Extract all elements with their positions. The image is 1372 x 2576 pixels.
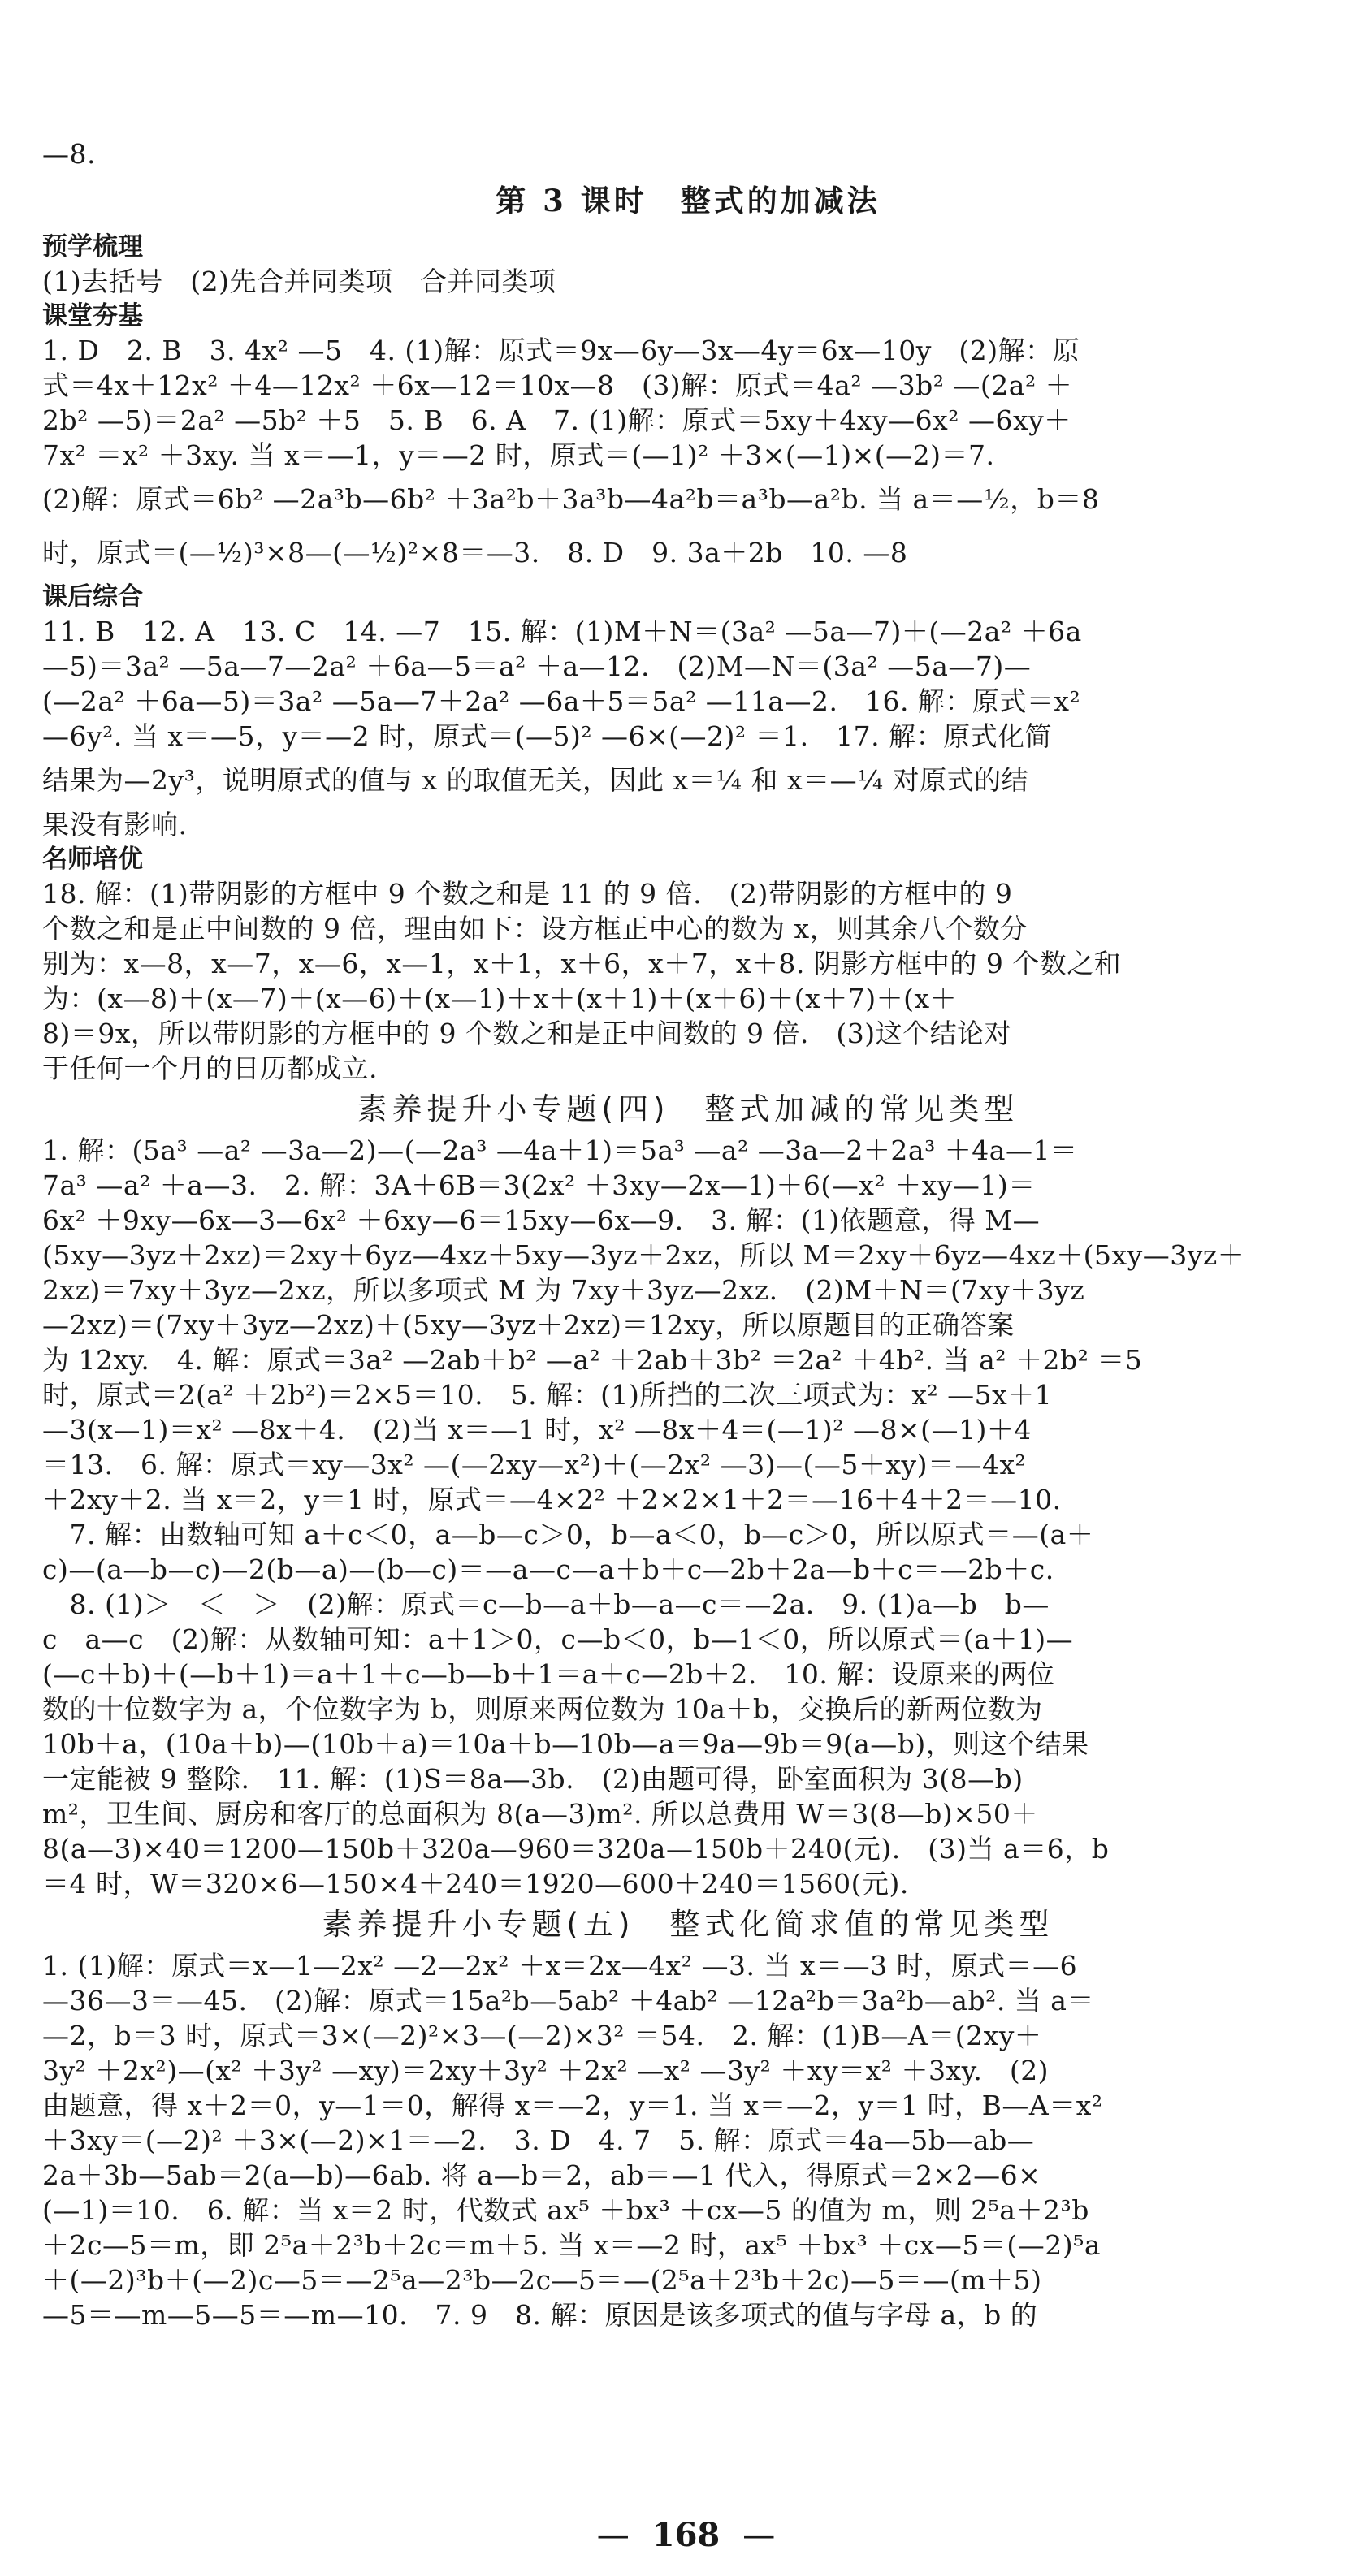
text-line: 为：(x—8)＋(x—7)＋(x—6)＋(x—1)＋x＋(x＋1)＋(x＋6)＋(x＋7)＋(x＋ xyxy=(42,983,958,1014)
text-line: 3y² ＋2x²)—(x² ＋3y² —xy)＝2xy＋3y² ＋2x² —x² —3y² ＋xy＝x² ＋3xy. (2) xyxy=(42,2055,1050,2086)
text-line: 7a³ —a² ＋a—3. 2. 解：3A＋6B＝3(2x² ＋3xy—2x—1)＋6(—x² ＋xy—1)＝ xyxy=(42,1169,1036,1201)
topic-title: 素养提升小专题(四) 整式加减的常见类型 xyxy=(357,1091,1019,1126)
text-line: ＋(—2)³b＋(—2)c—5＝—2⁵a—2³b—2c—5＝—(2⁵a＋2³b＋2c)—5＝—(m＋5) xyxy=(42,2264,1042,2296)
text-line: (5xy—3yz＋2xz)＝2xy＋6yz—4xz＋5xy—3yz＋2xz，所以 M＝2xy＋6yz—4xz＋(5xy—3yz＋ xyxy=(42,1239,1245,1271)
text-line: 10b＋a，(10a＋b)—(10b＋a)＝10a＋b—10b—a＝9a—9b＝9(a—b)，则这个结果 xyxy=(42,1728,1089,1760)
text-line: 2xz)＝7xy＋3yz—2xz，所以多项式 M 为 7xy＋3yz—2xz. (2)M＋N＝(7xy＋3yz xyxy=(42,1274,1085,1306)
text-line: 2b² —5)＝2a² —5b² ＋5 5. B 6. A 7. (1)解：原式＝5xy＋4xy—6x² —6xy＋ xyxy=(42,404,1071,436)
text-line: 6x² ＋9xy—6x—3—6x² ＋6xy—6＝15xy—6x—9. 3. 解：(1)依题意，得 M— xyxy=(42,1204,1041,1236)
text-line: ＋2xy＋2. 当 x＝2，y＝1 时，原式＝—4×2² ＋2×2×1＋2＝—16＋4＋2＝—10. xyxy=(42,1484,1062,1515)
text-line: 1. 解：(5a³ —a² —3a—2)—(—2a³ —4a＋1)＝5a³ —a² —3a—2＋2a³ ＋4a—1＝ xyxy=(42,1135,1078,1166)
text-line: —5)＝3a² —5a—7—2a² ＋6a—5＝a² ＋a—12. (2)M—N＝(3a² —5a—7)— xyxy=(42,650,1032,682)
section-heading: 课堂夯基 xyxy=(42,301,143,331)
text-line: (2)解：原式＝6b² —2a³b—6b² ＋3a²b＋3a³b—4a²b＝a³b—a²b. 当 a＝—½，b＝8 xyxy=(42,483,1100,515)
page-number: 168 xyxy=(651,2516,721,2554)
text-line: (1)去括号 (2)先合并同类项 合并同类项 xyxy=(42,266,556,297)
text-line: 于任何一个月的日历都成立. xyxy=(42,1052,378,1084)
text-line: —6y². 当 x＝—5，y＝—2 时，原式＝(—5)² —6×(—2)² ＝1. 17. 解：原式化简 xyxy=(42,720,1053,752)
text-line: —36—3＝—45. (2)解：原式＝15a²b—5ab² ＋4ab² —12a²b＝3a²b—ab². 当 a＝ xyxy=(42,1985,1094,2016)
text-line: 时，原式＝2(a² ＋2b²)＝2×5＝10. 5. 解：(1)所挡的二次三项式为：x² —5x＋1 xyxy=(42,1379,1053,1411)
page-footer xyxy=(0,2516,1372,2554)
section-heading: 名师培优 xyxy=(42,845,143,874)
text-line: 8)＝9x，所以带阴影的方框中的 9 个数之和是正中间数的 9 倍. (3)这个结论对 xyxy=(42,1018,1012,1049)
text-line: 18. 解：(1)带阴影的方框中 9 个数之和是 11 的 9 倍. (2)带阴影的方框中的 9 xyxy=(42,878,1013,910)
text-line: 数的十位数字为 a，个位数字为 b，则原来两位数为 10a＋b，交换后的新两位数为 xyxy=(42,1693,1043,1725)
text-line: 结果为—2y³，说明原式的值与 x 的取值无关，因此 x＝¼ 和 x＝—¼ 对原式的结 xyxy=(42,764,1029,796)
section-heading: 课后综合 xyxy=(42,582,143,612)
topic-title: 素养提升小专题(五) 整式化简求值的常见类型 xyxy=(322,1907,1054,1942)
section-heading: 预学梳理 xyxy=(42,232,143,261)
text-line: 1. D 2. B 3. 4x² —5 4. (1)解：原式＝9x—6y—3x—4y＝6x—10y (2)解：原 xyxy=(42,335,1080,366)
text-line: 别为：x—8，x—7，x—6，x—1，x＋1，x＋6，x＋7，x＋8. 阴影方框中的 9 个数之和 xyxy=(42,948,1122,979)
text-line: 1. (1)解：原式＝x—1—2x² —2—2x² ＋x＝2x—4x² —3. 当 x＝—3 时，原式＝—6 xyxy=(42,1950,1078,1982)
text-line: 果没有影响. xyxy=(42,809,188,841)
text-line: 式＝4x＋12x² ＋4—12x² ＋6x—12＝10x—8 (3)解：原式＝4a² —3b² —(2a² ＋ xyxy=(42,370,1073,401)
text-line: ＋2c—5＝m，即 2⁵a＋2³b＋2c＝m＋5. 当 x＝—2 时，ax⁵ ＋bx³ ＋cx—5＝(—2)⁵a xyxy=(42,2229,1101,2261)
text-line: 个数之和是正中间数的 9 倍，理由如下：设方框正中心的数为 x，则其余八个数分 xyxy=(42,913,1028,944)
text-line: 8(a—3)×40＝1200—150b＋320a—960＝320a—150b＋240(元). (3)当 a＝6，b xyxy=(42,1833,1110,1865)
text-line: c)—(a—b—c)—2(b—a)—(b—c)＝—a—c—a＋b＋c—2b＋2a—b＋c＝—2b＋c. xyxy=(42,1554,1054,1585)
footer-dash-left: — xyxy=(596,2517,630,2554)
text-line: ＝13. 6. 解：原式＝xy—3x² —(—2xy—x²)＋(—2x² —3)—(—5＋xy)＝—4x² xyxy=(42,1449,1027,1480)
text-line: 为 12xy. 4. 解：原式＝3a² —2ab＋b² —a² ＋2ab＋3b² ＝2a² ＋4b². 当 a² ＋2b² ＝5 xyxy=(42,1344,1143,1376)
text-line: (—c＋b)＋(—b＋1)＝a＋1＋c—b—b＋1＝a＋c—2b＋2. 10. 解：设原来的两位 xyxy=(42,1658,1055,1690)
text-line: —2，b＝3 时，原式＝3×(—2)²×3—(—2)×3² ＝54. 2. 解：(1)B—A＝(2xy＋ xyxy=(42,2020,1042,2051)
text-line: —2xz)＝(7xy＋3yz—2xz)＋(5xy—3yz＋2xz)＝12xy，所以原题目的正确答案 xyxy=(42,1309,1015,1341)
text-line: m²，卫生间、厨房和客厅的总面积为 8(a—3)m². 所以总费用 W＝3(8—b)×50＋ xyxy=(42,1798,1038,1830)
text-line: 11. B 12. A 13. C 14. —7 15. 解：(1)M＋N＝(3a² —5a—7)＋(—2a² ＋6a xyxy=(42,616,1082,647)
text-line: —8. xyxy=(42,138,96,170)
text-line: 时，原式＝(—½)³×8—(—½)²×8＝—3. 8. D 9. 3a＋2b 10. —8 xyxy=(42,537,908,568)
text-line: 一定能被 9 整除. 11. 解：(1)S＝8a—3b. (2)由题可得，卧室面积为 3(8—b) xyxy=(42,1763,1024,1795)
text-line: —3(x—1)＝x² —8x＋4. (2)当 x＝—1 时，x² —8x＋4＝(—1)² —8×(—1)＋4 xyxy=(42,1414,1032,1446)
text-line: —5＝—m—5—5＝—m—10. 7. 9 8. 解：原因是该多项式的值与字母 a，b 的 xyxy=(42,2299,1038,2331)
lesson-title: 第 3 课时 整式的加减法 xyxy=(496,183,881,218)
answer-content xyxy=(42,136,1334,2332)
text-line: c a—c (2)解：从数轴可知：a＋1＞0，c—b＜0，b—1＜0，所以原式＝(a＋1)— xyxy=(42,1623,1074,1655)
text-line: 7x² ＝x² ＋3xy. 当 x＝—1，y＝—2 时，原式＝(—1)² ＋3×(—1)×(—2)＝7. xyxy=(42,439,995,471)
text-line: (—2a² ＋6a—5)＝3a² —5a—7＋2a² —6a＋5＝5a² —11a—2. 16. 解：原式＝x² xyxy=(42,685,1081,717)
text-line: 由题意，得 x＋2＝0，y—1＝0，解得 x＝—2，y＝1. 当 x＝—2，y＝1 时，B—A＝x² xyxy=(42,2090,1103,2121)
text-line: 2a＋3b—5ab＝2(a—b)—6ab. 将 a—b＝2，ab＝—1 代入，得原式＝2×2—6× xyxy=(42,2159,1041,2191)
text-line: (—1)＝10. 6. 解：当 x＝2 时，代数式 ax⁵ ＋bx³ ＋cx—5 的值为 m，则 2⁵a＋2³b xyxy=(42,2194,1089,2226)
text-line: ＝4 时，W＝320×6—150×4＋240＝1920—600＋240＝1560(元). xyxy=(42,1868,909,1900)
text-line: ＋3xy＝(—2)² ＋3×(—2)×1＝—2. 3. D 4. 7 5. 解：原式＝4a—5b—ab— xyxy=(42,2124,1035,2156)
text-line: 8. (1)＞ ＜ ＞ (2)解：原式＝c—b—a＋b—a—c＝—2a. 9. (1)a—b b— xyxy=(42,1588,1050,1620)
footer-dash-right: — xyxy=(742,2517,776,2554)
text-line: 7. 解：由数轴可知 a＋c＜0，a—b—c＞0，b—a＜0，b—c＞0，所以原式＝—(a＋ xyxy=(42,1519,1094,1550)
